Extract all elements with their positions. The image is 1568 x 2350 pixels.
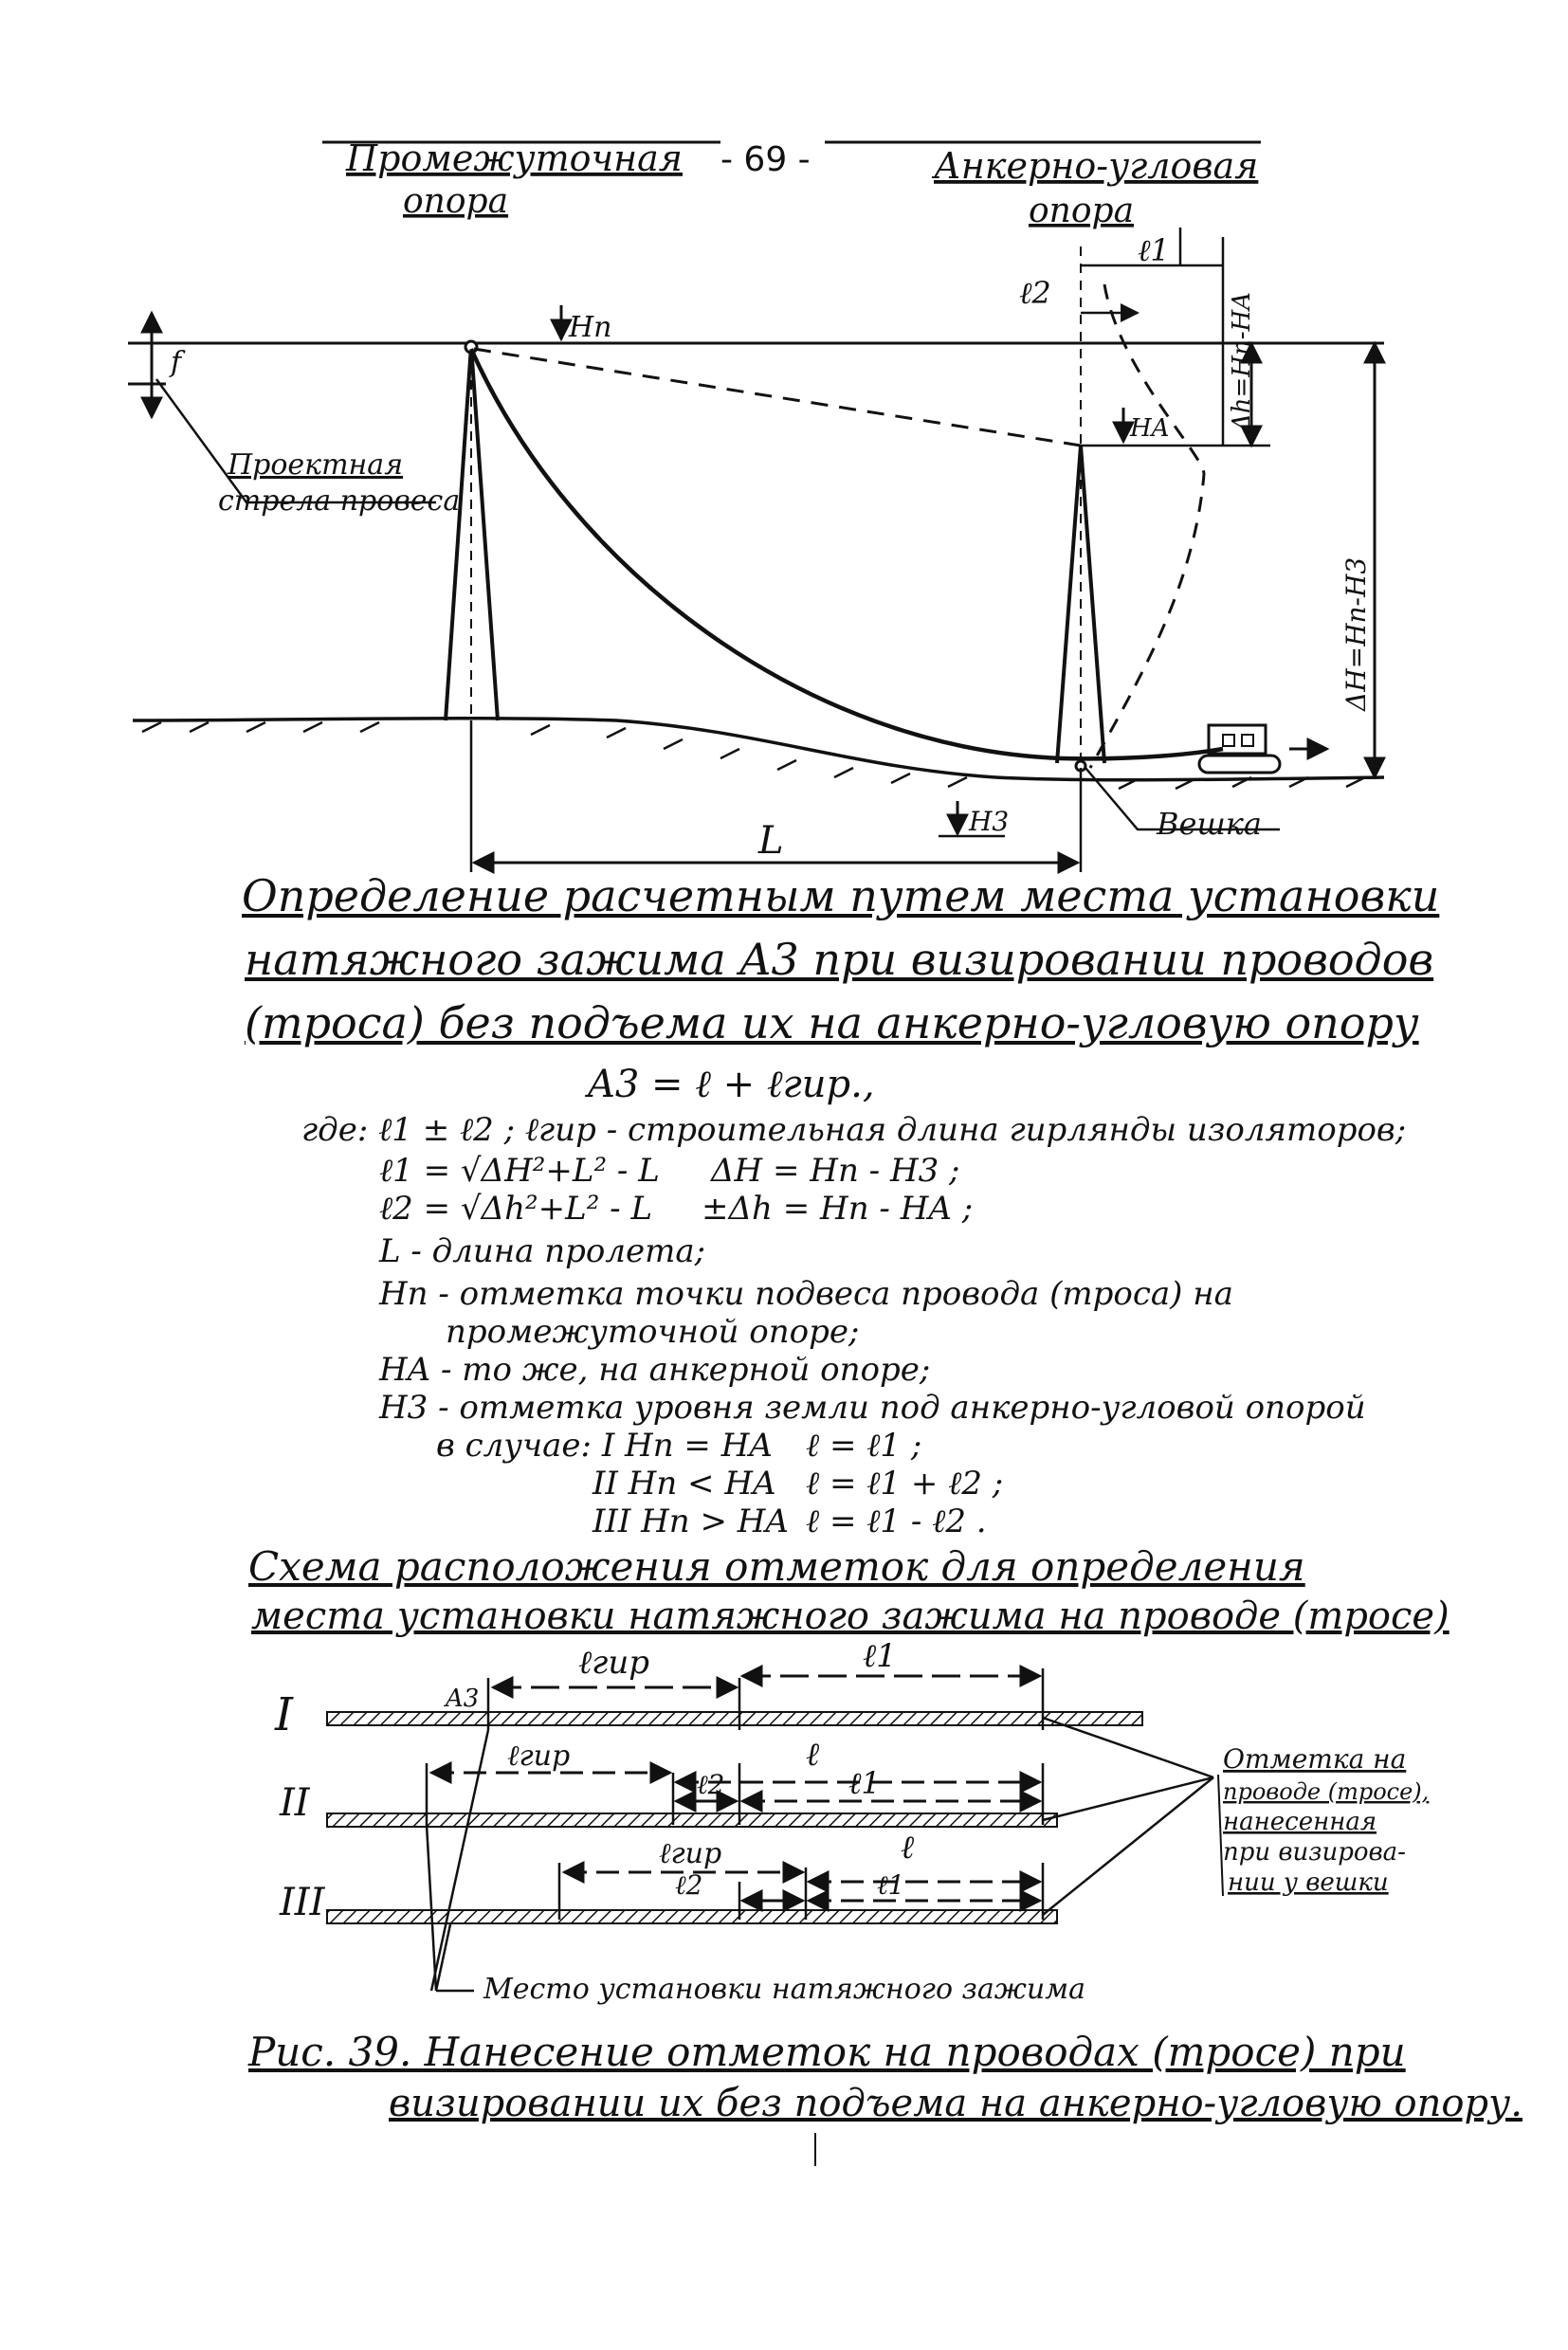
anchor-tower — [1057, 246, 1104, 763]
left-title-2: опора — [403, 182, 509, 221]
right-title-2: опора — [1029, 191, 1135, 230]
row-label-3: III — [280, 1881, 325, 1924]
label-ha: HA — [1130, 414, 1170, 443]
formula-l2: ℓ2 = √Δh²+L² - L — [379, 1190, 653, 1228]
def-Hn-1: Hn - отметка точки подвеса провода (троса) на — [379, 1275, 1233, 1313]
header — [322, 137, 1261, 230]
formula-l1: ℓ1 = √ΔH²+L² - L — [379, 1152, 660, 1190]
def-HA: HA - то же, на анкерной опоре; — [379, 1351, 931, 1389]
span-diagram — [128, 228, 1384, 872]
label-l1-row1: ℓ1 — [863, 1637, 897, 1675]
mark-label-2: проводе (тросе), — [1223, 1778, 1430, 1805]
mark-label-1: Отметка на — [1223, 1743, 1407, 1775]
formula-dH: ΔH = Hn - H3 ; — [711, 1152, 960, 1190]
caption-1-line-2: натяжного зажима A3 при визировании проводов — [245, 934, 1434, 985]
label-sag-2: стрела провеса — [218, 484, 461, 518]
case-2: II Hn < HA — [593, 1465, 776, 1503]
label-l2: ℓ2 — [1019, 275, 1051, 311]
label-l1: ℓ1 — [1138, 232, 1170, 268]
def-L: L - длина пролета; — [379, 1232, 706, 1270]
label-sag-1: Проектная — [228, 448, 404, 482]
figure-caption-line-2: визировании их без подъема на анкерно-угловую опору. — [389, 2082, 1522, 2125]
def-H3: H3 - отметка уровня земли под анкерно-угловой опорой — [379, 1389, 1366, 1427]
case-3-result: ℓ = ℓ1 - ℓ2 . — [806, 1503, 987, 1540]
mark-label-4: при визирова- — [1223, 1838, 1406, 1867]
def-Hn-2: промежуточной опоре; — [446, 1313, 860, 1351]
label-l2-row3: ℓ2 — [675, 1869, 703, 1901]
formula-dh: ±Δh = Hn - HA ; — [702, 1190, 974, 1228]
span-diagram-labels — [169, 232, 1372, 863]
caption-2-line-1: Схема расположения отметок для определения — [248, 1543, 1305, 1590]
clamp-location-label: Место установки натяжного зажима — [483, 1973, 1085, 2006]
figure-caption-line-1: Рис. 39. Нанесение отметок на проводах (тросе) при — [248, 2029, 1406, 2075]
label-dh: Δh=Hn-HA — [1228, 292, 1256, 431]
case-3: III Hn > HA — [593, 1503, 789, 1540]
mark-label-5: нии у вешки — [1228, 1868, 1389, 1897]
formula-where: где: ℓ1 ± ℓ2 ; ℓгир - строительная длина гирлянды изоляторов; — [301, 1111, 1407, 1149]
label-a3: A3 — [446, 1685, 480, 1713]
case-intro: в случае: I Hn = HA — [436, 1427, 773, 1465]
label-lgir-row2: ℓгир — [507, 1740, 571, 1773]
label-l1-row2: ℓ1 — [848, 1765, 881, 1801]
label-vesh: Вешка — [1157, 806, 1262, 842]
label-lgir-row1: ℓгир — [578, 1644, 650, 1682]
caption-1-line-1: Определение расчетным путем места установки — [242, 870, 1440, 921]
caption-2-line-2: места установки натяжного зажима на проводе (тросе) — [251, 1594, 1449, 1638]
mark-label-3: нанесенная — [1223, 1808, 1377, 1836]
label-lgir-row3: ℓгир — [659, 1837, 722, 1870]
label-l1-row3: ℓ1 — [877, 1869, 905, 1901]
marks-diagram — [327, 1668, 1223, 1991]
label-L: L — [758, 819, 784, 863]
formula-main: A3 = ℓ + ℓгир., — [588, 1063, 875, 1106]
intermediate-tower — [446, 341, 498, 720]
label-hn: Hn — [569, 311, 612, 344]
right-title-1: Анкерно-угловая — [934, 145, 1259, 187]
label-l2-row2: ℓ2 — [697, 1769, 725, 1800]
label-dH: ΔH=Hn-H3 — [1340, 556, 1372, 711]
caption-1-line-3: (троса) без подъема их на анкерно-угловую опору — [245, 997, 1419, 1048]
label-l-row3: ℓ — [901, 1829, 915, 1867]
case-2-result: ℓ = ℓ1 + ℓ2 ; — [806, 1465, 1004, 1503]
page-number: - 69 - — [720, 140, 811, 179]
label-l-row2: ℓ — [806, 1736, 820, 1774]
case-1-result: ℓ = ℓ1 ; — [806, 1427, 922, 1465]
row-label-1: I — [275, 1688, 293, 1741]
label-f: f — [171, 346, 182, 379]
row-label-2: II — [280, 1781, 310, 1825]
left-title-1: Промежуточная — [346, 137, 683, 179]
label-h3: H3 — [969, 806, 1010, 837]
